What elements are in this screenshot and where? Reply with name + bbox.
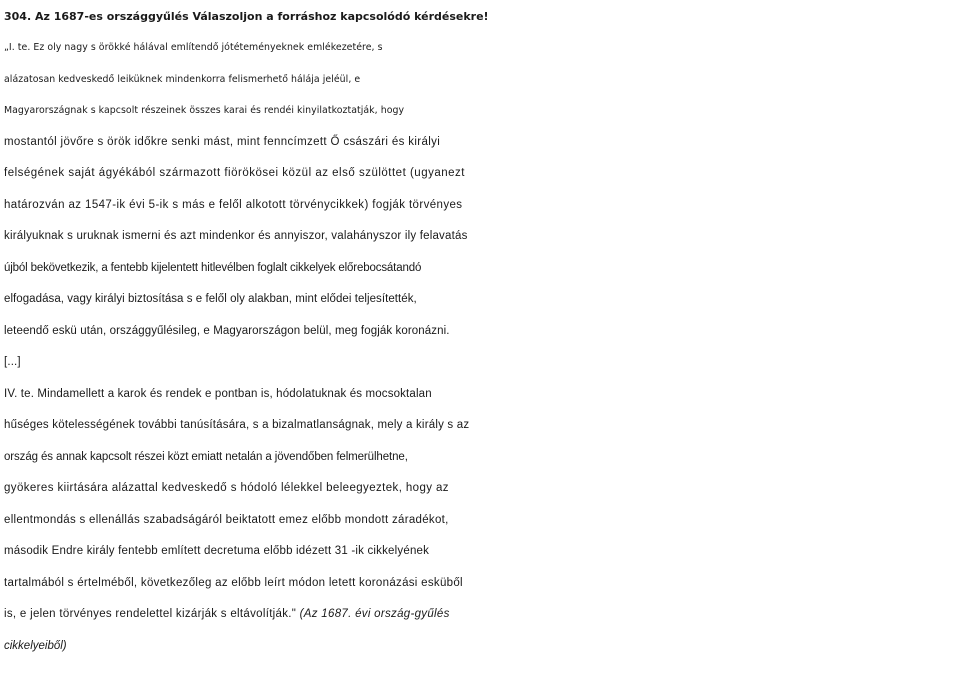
question-heading: 304. Az 1687-es országgyűlés Válaszoljon a forráshoz kapcsolódó kérdésekre!	[4, 10, 489, 23]
source-line-9: elfogadása, vagy királyi biztosítása s e felől oly alakban, mint elődei teljesítették,	[4, 293, 417, 305]
source-line-3: Magyarországnak s kapcsolt részeinek összes karai és rendéi kinyilatkoztatják, hogy	[4, 105, 405, 116]
source-line-18: tartalmából s értelméből, következőleg az előbb leírt módon letett koronázási esküből	[4, 576, 463, 589]
source-line-17: második Endre király fentebb említett decretuma előbb idézett 31 -ik cikkelyének	[4, 545, 430, 557]
omission-marker: [...]	[4, 356, 21, 368]
source-line-19-text: is, e jelen törvényes rendelettel kizárják s eltávolítják."	[4, 608, 300, 620]
source-line-8: újból bekövetkezik, a fentebb kijelentett hitlevélben foglalt cikkelyek előrebocsátandó	[4, 261, 422, 274]
source-line-4: mostantól jövőre s örök időkre senki mást, mint fenncímzett Ő császári és királyi	[4, 135, 441, 148]
source-line-19	[4, 599, 958, 631]
source-line-5: felségének saját ágyékából származott fiörökösei közül az első szülöttet (ugyanezt	[4, 167, 465, 179]
source-line-14: ország és annak kapcsolt részei közt emiatt netalán a jövendőben felmerülhetne,	[4, 450, 408, 463]
document-page	[4, 2, 958, 662]
citation-part-2: cikkelyeiből)	[4, 639, 67, 652]
source-line-10: leteendő eskü után, országgyűlésileg, e Magyarországon belül, meg fogják koronázni.	[4, 324, 450, 337]
source-line-1: „I. te. Ez oly nagy s örökké hálával említendő jótéteményeknek emlékezetére, s	[4, 42, 383, 53]
source-line-6: határozván az 1547-ik évi 5-ik s más e felől alkotott törvénycikkek) fogják törvényes	[4, 198, 463, 211]
source-line-12: IV. te. Mindamellett a karok és rendek e pontban is, hódolatuknak és mocsoktalan	[4, 387, 432, 400]
source-line-15: gyökeres kiirtására alázattal kedveskedő s hódoló lélekkel beleegyeztek, hogy az	[4, 482, 449, 494]
source-line-16: ellentmondás s ellenállás szabadságáról beiktatott emez előbb mondott záradékot,	[4, 513, 449, 526]
source-line-13: hűséges kötelességének további tanúsítására, s a bizalmatlanságnak, mely a király s az	[4, 419, 470, 431]
source-line-2: alázatosan kedveskedő leiküknek mindenkorra felismerhető hálája jeléül, e	[4, 73, 361, 85]
citation-part-1: (Az 1687. évi ország-gyűlés	[299, 608, 450, 620]
source-line-7: királyuknak s uruknak ismerni és azt mindenkor és annyiszor, valahányszor ily felavatás	[4, 230, 468, 242]
